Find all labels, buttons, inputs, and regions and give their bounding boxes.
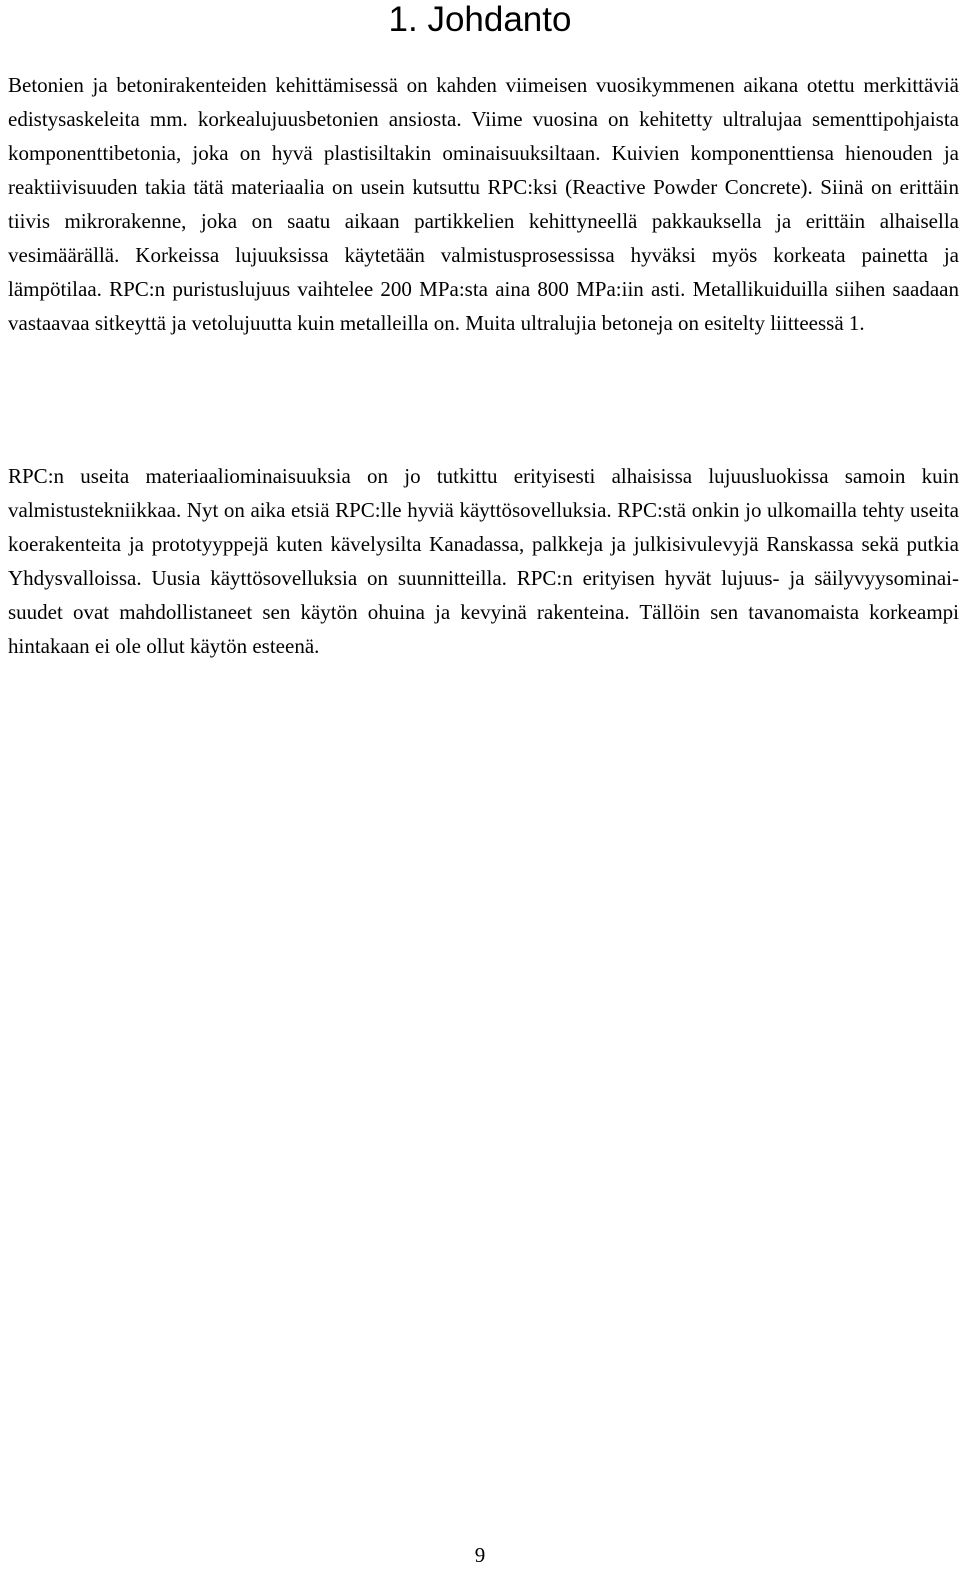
body-paragraph: Betonien ja betonirakenteiden kehittämisessä on kahden viimeisen vuosikymmenen aikana otettu merkittäviä edistysaskeleita mm. korkealujuusbetonien ansiosta. Viime vuosina on kehitetty ultralujaa sementtipohjaista komponenttibetonia, joka on hyvä plastisiltakin ominaisuuksiltaan. Kuivien komponenttiensa hienouden ja reaktiivisuuden takia tätä materiaalia on usein kutsuttu RPC:ksi (Reactive Powder Concrete). Siinä on erittäin tiivis mikrorakenne, joka on saatu aikaan partikkelien kehittyneellä pakkauksella ja erittäin alhaisella vesimäärällä. Korkeissa lujuuksissa käytetään valmistusprosessissa hyväksi myös korkeata painetta ja lämpötilaa. RPC:n puristuslujuus vaihtelee 200 MPa:sta aina 800 MPa:iin asti. Metallikuiduilla siihen saadaan vastaavaa sitkeyttä ja vetolujuutta kuin metalleilla on. Muita ultralujia betoneja on esitelty liitteessä 1. — [8, 73, 959, 335]
body-paragraph: RPC:n useita materiaaliominaisuuksia on jo tutkittu erityisesti alhaisissa lujuusluokissa samoin kuin valmistustekniikkaa. Nyt on aika etsiä RPC:lle hyviä käyttösovelluksia. RPC:stä onkin jo ulkomailla tehty useita koerakenteita ja prototyyppejä kuten kävelysilta Kanadassa, palkkeja ja julkisivulevyjä Ranskassa sekä putkia Yhdysvalloissa. Uusia käyttösovelluksia on suunnitteilla. RPC:n erityisen hyvät lujuus- ja säilyvyysominaisuudet ovat mahdollistaneet sen käytön ohuina ja kevyinä rakenteina. Tällöin sen tavanomaista korkeampi hintakaan ei ole ollut käytön esteenä. — [8, 464, 959, 658]
page-number: 9 — [474, 1543, 486, 1567]
section-heading: 1. Johdanto — [388, 0, 572, 39]
